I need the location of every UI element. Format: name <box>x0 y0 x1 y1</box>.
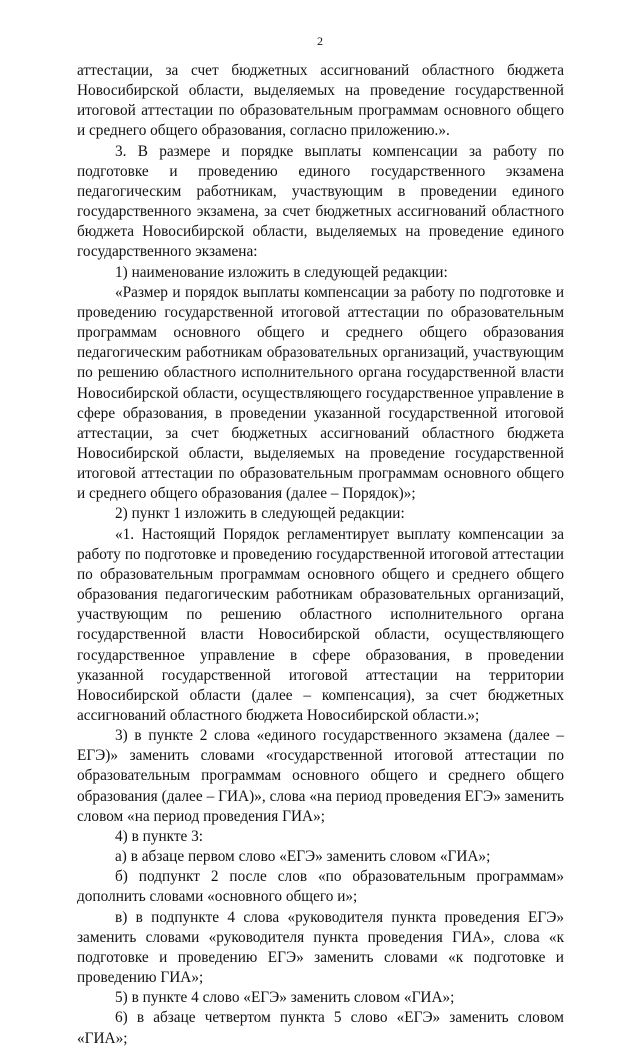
paragraph: в) в подпункте 4 слова «руководителя пункта проведения ЕГЭ» заменить словами «руководителя пункта проведения ГИА», слова «к подготовке и проведению ЕГЭ» заменить словами «к подготовке и проведению ГИА»; <box>77 908 564 987</box>
paragraph: «1. Настоящий Порядок регламентирует выплату компенсации за работу по подготовке и проведению государственной итоговой аттестации по образовательным программам основного общего и среднего общего образования педагогическим работникам образовательных организаций, участвующим по решению областного исполнительного органа государственной власти Новосибирской области, осуществляющего государственное управление в сфере образования, в проведении указанной государственной итоговой аттестации на территории Новосибирской области (далее – компенсация), за счет бюджетных ассигнований областного бюджета Новосибирской области.»; <box>77 525 564 724</box>
paragraph: 5) в пункте 4 слово «ЕГЭ» заменить словом «ГИА»; <box>115 989 455 1007</box>
page-number: 2 <box>317 34 323 48</box>
paragraph: 6) в абзаце четвертом пункта 5 слово «ЕГЭ» заменить словом «ГИА»; <box>77 1009 564 1047</box>
paragraph: 1) наименование изложить в следующей редакции: <box>115 263 448 281</box>
paragraph: аттестации, за счет бюджетных ассигнований областного бюджета Новосибирской области, выделяемых на проведение государственной итоговой аттестации по образовательным программам основного общего и среднего общего образования, согласно приложению.». <box>77 62 564 140</box>
paragraph: 2) пункт 1 изложить в следующей редакции: <box>115 505 405 523</box>
paragraph: 4) в пункте 3: <box>115 827 204 845</box>
document-body <box>77 61 564 1049</box>
paragraph: б) подпункт 2 после слов «по образовательным программам» дополнить словами «основного общего и»; <box>77 868 564 906</box>
paragraph: 3) в пункте 2 слова «единого государственного экзамена (далее – ЕГЭ)» заменить словами «государственной итоговой аттестации по образовательным программам основного общего и среднего общего образования (далее – ГИА)», слова «на период проведения ЕГЭ» заменить словом «на период проведения ГИА»; <box>77 727 564 825</box>
paragraph: «Размер и порядок выплаты компенсации за работу по подготовке и проведению государственной итоговой аттестации по образовательным программам основного общего и среднего общего образования педагогическим работникам образовательных организаций, участвующим по решению областного исполнительного органа государственной власти Новосибирской области, осуществляющего государственное управление в сфере образования, в проведении указанной государственной итоговой аттестации, за счет бюджетных ассигнований областного бюджета Новосибирской области, выделяемых на проведение государственной итоговой аттестации по образовательным программам основного общего и среднего общего образования (далее – Порядок)»; <box>77 283 564 503</box>
paragraph: 3. В размере и порядке выплаты компенсации за работу по подготовке и проведению единого государственного экзамена педагогическим работникам, участвующим в проведении единого государственного экзамена, за счет бюджетных ассигнований областного бюджета Новосибирской области, выделяемых на проведение единого государственного экзамена: <box>77 142 564 261</box>
paragraph: а) в абзаце первом слово «ЕГЭ» заменить словом «ГИА»; <box>115 848 491 866</box>
